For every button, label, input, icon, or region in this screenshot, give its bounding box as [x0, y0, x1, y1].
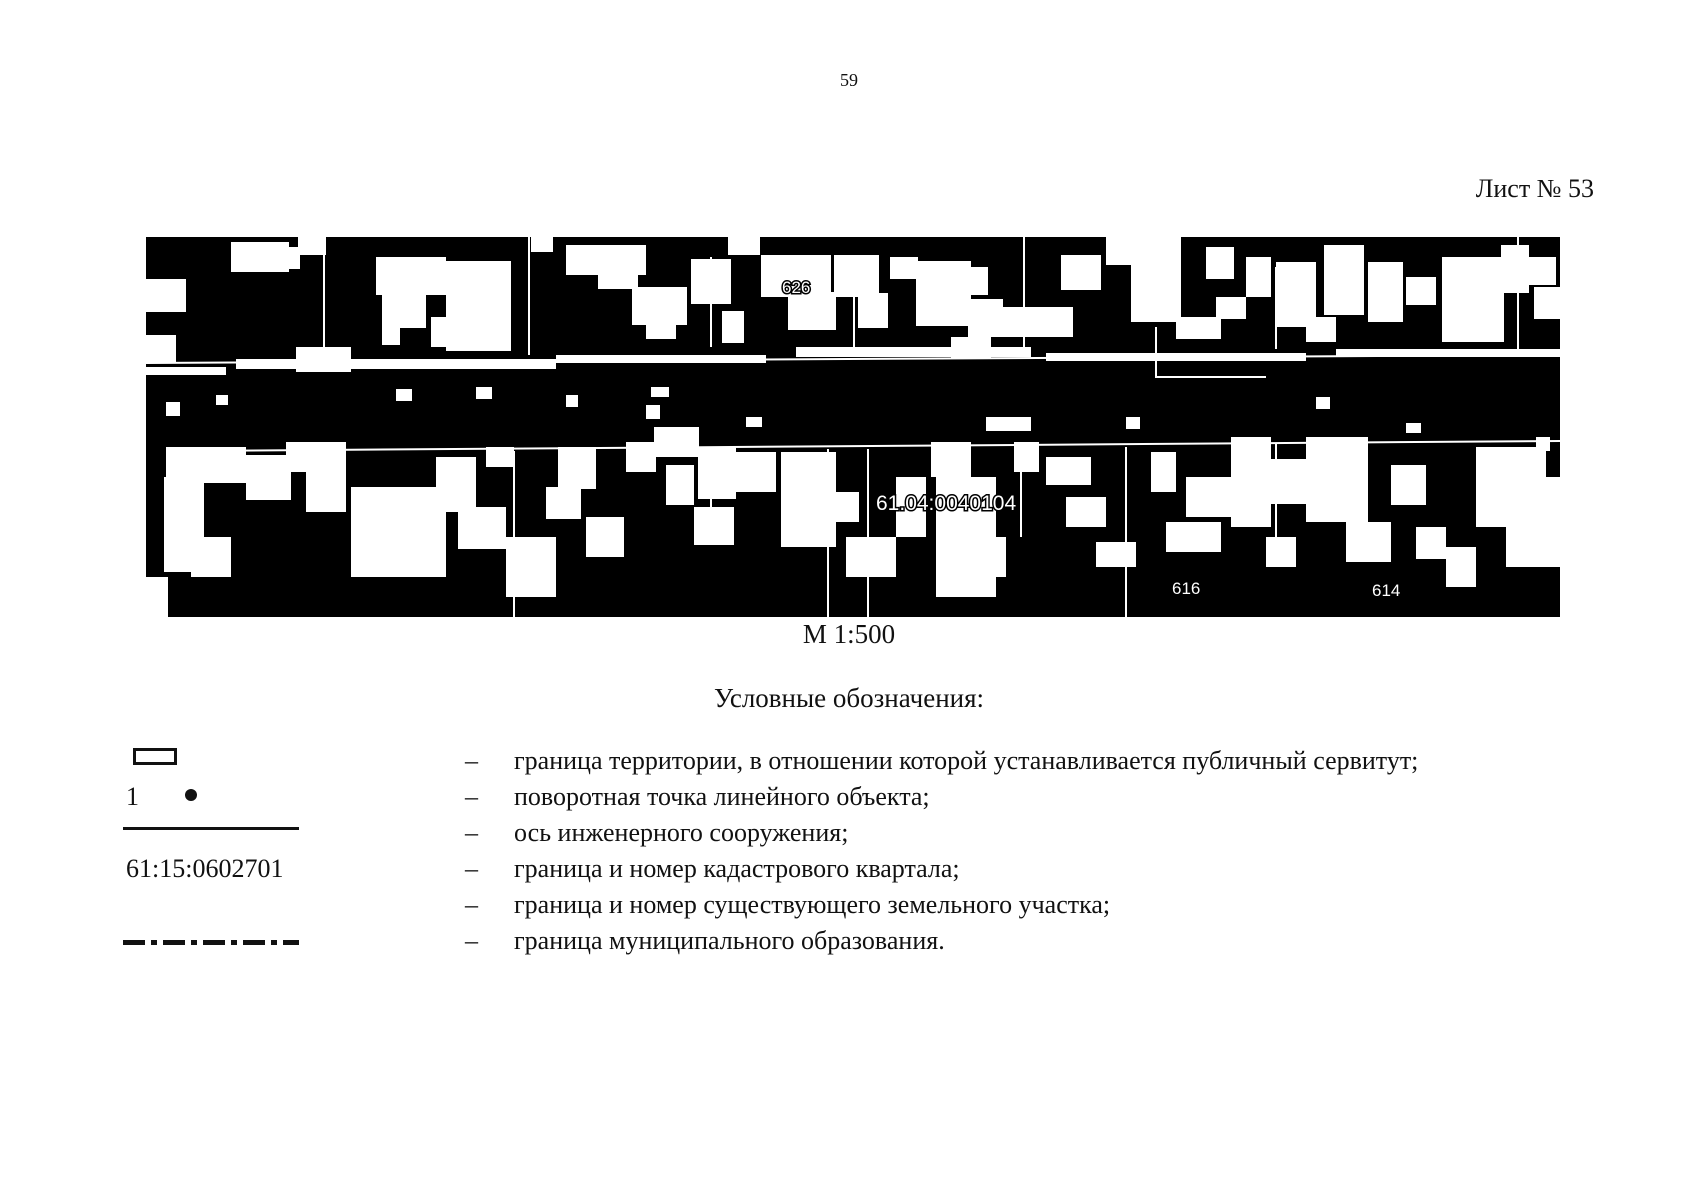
legend-symbol — [120, 818, 300, 854]
legend-dash: – — [465, 818, 478, 847]
legend-description: граница территории, в отношении которой устанавливается публичный сервитут; — [514, 746, 1419, 775]
legend-symbol — [120, 926, 300, 962]
legend-description: граница и номер кадастрового квартала; — [514, 854, 960, 883]
dash-dot-line-icon — [123, 939, 303, 947]
legend — [120, 746, 1580, 962]
solid-line-icon — [123, 827, 299, 830]
legend-description: граница муниципального образования. — [514, 926, 945, 955]
legend-description: граница и номер существующего земельного участка; — [514, 890, 1111, 919]
legend-item-turning-point — [120, 782, 1580, 818]
map-label-quarter-number: 61.04:0040104 — [876, 492, 1017, 515]
legend-title: Условные обозначения: — [713, 683, 985, 713]
quarter-number-sample: 61:15:0602701 — [126, 854, 284, 883]
legend-item-land-plot — [120, 890, 1580, 926]
turning-point-icon — [185, 789, 197, 801]
legend-item-engineering-axis — [120, 818, 1580, 854]
map-scale: М 1:500 — [802, 619, 896, 649]
map-label-parcel-626: 626 — [782, 278, 811, 297]
page-number: 59 — [840, 70, 858, 90]
legend-dash: – — [465, 890, 478, 919]
sheet-label: Лист № 53 — [1475, 174, 1594, 203]
legend-description: ось инженерного сооружения; — [514, 818, 849, 847]
legend-item-municipal-boundary — [120, 926, 1580, 962]
legend-item-cadastral-quarter — [120, 854, 1580, 890]
legend-description: поворотная точка линейного объекта; — [514, 782, 930, 811]
map-svg — [146, 237, 1560, 617]
scan-margin — [146, 577, 168, 617]
legend-dash: – — [465, 854, 478, 883]
legend-dash: – — [465, 782, 478, 811]
legend-symbol — [120, 782, 300, 818]
turning-point-label: 1 — [126, 782, 139, 811]
legend-dash: – — [465, 926, 478, 955]
map-label-parcel-614: 614 — [1372, 581, 1401, 600]
boundary-rectangle-icon — [133, 748, 177, 765]
legend-symbol — [120, 890, 300, 926]
map-image — [146, 237, 1560, 617]
map-label-parcel-616: 616 — [1172, 579, 1201, 598]
legend-symbol — [120, 746, 300, 782]
legend-symbol — [120, 854, 300, 890]
legend-item-servitude-boundary — [120, 746, 1580, 782]
legend-dash: – — [465, 746, 478, 775]
